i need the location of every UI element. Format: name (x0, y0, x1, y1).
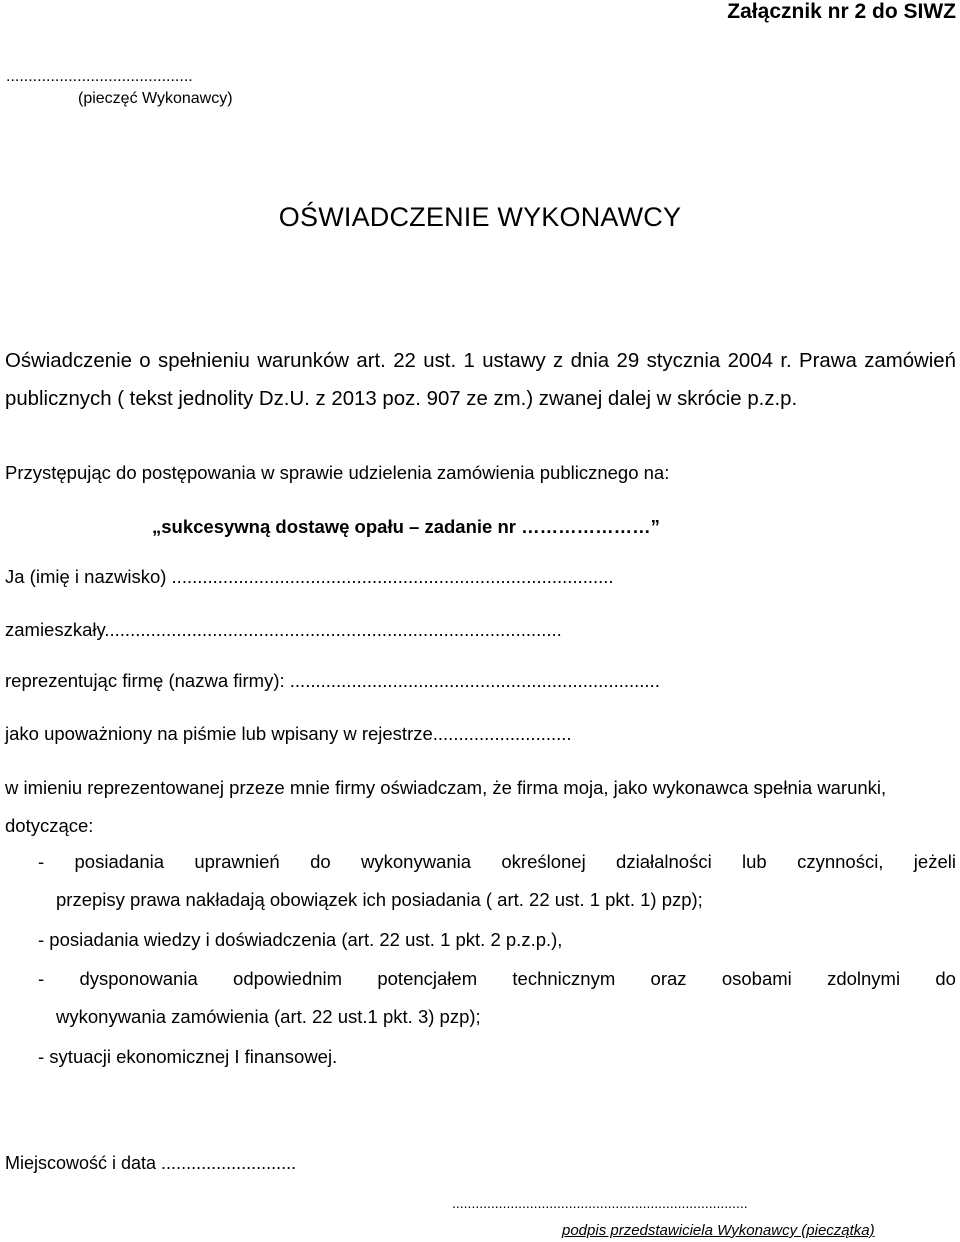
condition-continuation: przepisy prawa nakładają obowiązek ich posiadania ( art. 22 ust. 1 pkt. 1) pzp); (56, 889, 703, 910)
word: jeżeli (913, 851, 956, 872)
word: do (310, 851, 331, 872)
condition-item (38, 921, 956, 959)
company-field: reprezentując firmę (nazwa firmy): ........................................................................ (5, 670, 660, 691)
authorization-field: jako upoważniony na piśmie lub wpisany w rejestrze........................... (5, 723, 572, 744)
word: określonej (501, 851, 586, 872)
word: odpowiednim (233, 968, 343, 989)
signature-placeholder: ............................................................................ (452, 1195, 748, 1211)
declaration-paragraph: w imieniu reprezentowanej przeze mnie firmy oświadczam, że firma moja, jako wykonawca spełnia warunki, dotyczące: (5, 777, 887, 836)
name-field: Ja (imię i nazwisko) ...................................................................................... (5, 566, 614, 587)
condition-item (38, 960, 956, 1036)
place-date-field: Miejscowość i data ........................... (5, 1153, 297, 1173)
condition-item (38, 1038, 956, 1076)
condition-text: - sytuacji ekonomicznej I finansowej. (38, 1046, 338, 1067)
condition-text (38, 843, 956, 881)
word: wykonywania (361, 851, 472, 872)
word: działalności (616, 851, 712, 872)
word: zdolnymi (827, 968, 901, 989)
condition-text (38, 960, 956, 998)
stamp-placeholder: .......................................... (6, 68, 193, 85)
word: osobami (721, 968, 792, 989)
signature-label: podpis przedstawiciela Wykonawcy (pieczątka) (562, 1222, 875, 1239)
word: technicznym (512, 968, 616, 989)
condition-text: - posiadania wiedzy i doświadczenia (art. 22 ust. 1 pkt. 2 p.z.p.), (38, 929, 563, 950)
proceeding-text: Przystępując do postępowania w sprawie udzielenia zamówienia publicznego na: (5, 462, 670, 483)
annex-label: Załącznik nr 2 do SIWZ (727, 0, 956, 23)
word: oraz (650, 968, 687, 989)
stamp-label: (pieczęć Wykonawcy) (78, 90, 233, 107)
word: - (38, 968, 45, 989)
word: potencjałem (377, 968, 478, 989)
contract-subject: „sukcesywną dostawę opału – zadanie nr …………………” (152, 516, 660, 537)
condition-item (38, 843, 956, 919)
word: lub (742, 851, 767, 872)
word: do (935, 968, 956, 989)
document-title: OŚWIADCZENIE WYKONAWCY (278, 202, 682, 232)
word: uprawnień (194, 851, 280, 872)
word: - (38, 851, 45, 872)
residence-field: zamieszkały......................................................................................... (5, 619, 562, 640)
word: posiadania (74, 851, 165, 872)
word: dysponowania (79, 968, 198, 989)
word: czynności, (797, 851, 884, 872)
condition-continuation: wykonywania zamówienia (art. 22 ust.1 pkt. 3) pzp); (56, 1006, 481, 1027)
intro-paragraph: Oświadczenie o spełnieniu warunków art. 22 ust. 1 ustawy z dnia 29 stycznia 2004 r. Prawa zamówień publicznych ( tekst jednolity Dz.U. z 2013 poz. 907 ze zm.) zwanej dalej w skrócie p.z.p. (5, 350, 956, 410)
